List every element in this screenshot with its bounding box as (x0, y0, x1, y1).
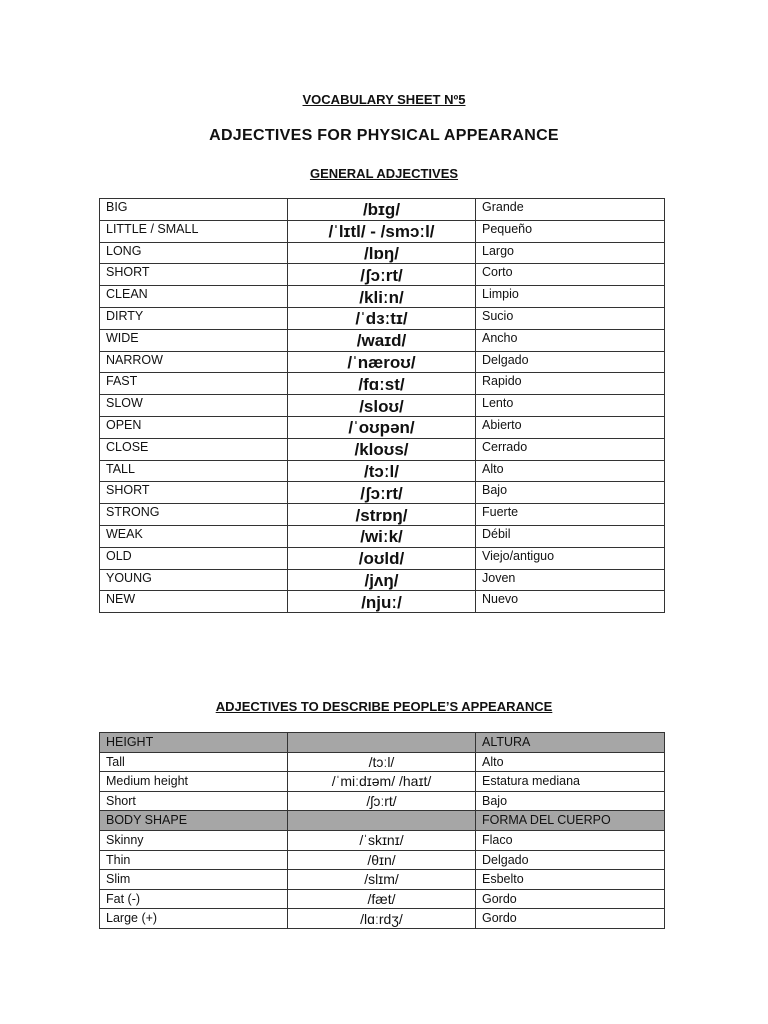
english-word-cell: Thin (100, 850, 288, 870)
spanish-translation-cell: Bajo (476, 482, 665, 504)
spanish-translation-cell: Nuevo (476, 591, 665, 613)
table-row (100, 199, 665, 221)
english-word-cell: CLEAN (100, 286, 288, 308)
spanish-translation-cell: Joven (476, 569, 665, 591)
sheet-title: VOCABULARY SHEET Nº5 (302, 92, 466, 107)
spanish-translation-cell: Gordo (476, 889, 665, 909)
english-word-cell: Large (+) (100, 909, 288, 929)
table-row (100, 460, 665, 482)
ipa-cell: /slɪm/ (288, 870, 476, 890)
table-row (100, 791, 665, 811)
table-row (100, 395, 665, 417)
ipa-cell: /lɒŋ/ (288, 242, 476, 264)
category-row (100, 733, 665, 753)
spanish-translation-cell: Delgado (476, 850, 665, 870)
english-word-cell: SLOW (100, 395, 288, 417)
english-word-cell: Fat (-) (100, 889, 288, 909)
ipa-cell: /ˈskɪnɪ/ (288, 830, 476, 850)
english-word-cell: SHORT (100, 482, 288, 504)
ipa-cell: /ˈoʊpən/ (288, 416, 476, 438)
table-row (100, 591, 665, 613)
spanish-translation-cell: Delgado (476, 351, 665, 373)
spanish-translation-cell: Fuerte (476, 504, 665, 526)
spanish-translation-cell: Lento (476, 395, 665, 417)
spanish-translation-cell: Cerrado (476, 438, 665, 460)
spanish-translation-cell: Flaco (476, 830, 665, 850)
english-word-cell: HEIGHT (100, 733, 288, 753)
spanish-translation-cell: Abierto (476, 416, 665, 438)
spanish-translation-cell: Esbelto (476, 870, 665, 890)
table-row (100, 850, 665, 870)
english-word-cell: NARROW (100, 351, 288, 373)
spanish-translation-cell: Rapido (476, 373, 665, 395)
english-word-cell: Slim (100, 870, 288, 890)
ipa-cell: /oʊld/ (288, 547, 476, 569)
table-row (100, 416, 665, 438)
general-adjectives-table (99, 198, 665, 613)
english-word-cell: YOUNG (100, 569, 288, 591)
ipa-cell: /sloʊ/ (288, 395, 476, 417)
ipa-cell: /ʃɔːrt/ (288, 791, 476, 811)
table-row (100, 772, 665, 792)
spanish-translation-cell: Grande (476, 199, 665, 221)
english-word-cell: CLOSE (100, 438, 288, 460)
english-word-cell: Skinny (100, 830, 288, 850)
ipa-cell: /ˈmiːdɪəm/ /haɪt/ (288, 772, 476, 792)
table-row (100, 438, 665, 460)
ipa-cell: /θɪn/ (288, 850, 476, 870)
table-row (100, 220, 665, 242)
table-row (100, 264, 665, 286)
ipa-cell: /kloʊs/ (288, 438, 476, 460)
spanish-translation-cell: Ancho (476, 329, 665, 351)
spanish-translation-cell: Gordo (476, 909, 665, 929)
ipa-cell: /tɔːl/ (288, 460, 476, 482)
table-row (100, 307, 665, 329)
spanish-translation-cell: Alto (476, 752, 665, 772)
english-word-cell: BODY SHAPE (100, 811, 288, 831)
ipa-cell: /ʃɔːrt/ (288, 264, 476, 286)
table-row (100, 870, 665, 890)
english-word-cell: OLD (100, 547, 288, 569)
ipa-cell: /tɔːl/ (288, 752, 476, 772)
english-word-cell: Short (100, 791, 288, 811)
table-row (100, 525, 665, 547)
table-row (100, 752, 665, 772)
ipa-cell: /ˈdɜːtɪ/ (288, 307, 476, 329)
english-word-cell: LONG (100, 242, 288, 264)
ipa-cell: /ˈnæroʊ/ (288, 351, 476, 373)
ipa-cell: /fæt/ (288, 889, 476, 909)
table-row (100, 373, 665, 395)
ipa-cell: /fɑːst/ (288, 373, 476, 395)
table-row (100, 909, 665, 929)
ipa-cell: /ˈlɪtl/ - /smɔːl/ (288, 220, 476, 242)
table-row (100, 547, 665, 569)
spanish-translation-cell: Largo (476, 242, 665, 264)
table-row (100, 242, 665, 264)
table-row (100, 482, 665, 504)
english-word-cell: OPEN (100, 416, 288, 438)
ipa-cell: /strɒŋ/ (288, 504, 476, 526)
section-title-people-appearance: ADJECTIVES TO DESCRIBE PEOPLE’S APPEARANCE (215, 699, 553, 714)
english-word-cell: DIRTY (100, 307, 288, 329)
ipa-cell: /jʌŋ/ (288, 569, 476, 591)
spanish-translation-cell: Corto (476, 264, 665, 286)
ipa-cell: /njuː/ (288, 591, 476, 613)
spanish-translation-cell: Bajo (476, 791, 665, 811)
english-word-cell: TALL (100, 460, 288, 482)
people-appearance-table (99, 732, 665, 929)
table-row (100, 830, 665, 850)
english-word-cell: WEAK (100, 525, 288, 547)
spanish-translation-cell: Viejo/antiguo (476, 547, 665, 569)
english-word-cell: WIDE (100, 329, 288, 351)
spanish-translation-cell: Pequeño (476, 220, 665, 242)
ipa-cell (288, 811, 476, 831)
english-word-cell: BIG (100, 199, 288, 221)
table-row (100, 504, 665, 526)
ipa-cell: /lɑːrdʒ/ (288, 909, 476, 929)
spanish-translation-cell: FORMA DEL CUERPO (476, 811, 665, 831)
page-title: ADJECTIVES FOR PHYSICAL APPEARANCE (209, 127, 559, 144)
english-word-cell: SHORT (100, 264, 288, 286)
ipa-cell: /wiːk/ (288, 525, 476, 547)
ipa-cell: /kliːn/ (288, 286, 476, 308)
spanish-translation-cell: Alto (476, 460, 665, 482)
english-word-cell: STRONG (100, 504, 288, 526)
general-adjectives-body (100, 199, 665, 613)
table-row (100, 286, 665, 308)
english-word-cell: LITTLE / SMALL (100, 220, 288, 242)
table-row (100, 329, 665, 351)
table-row (100, 351, 665, 373)
spanish-translation-cell: Limpio (476, 286, 665, 308)
english-word-cell: Medium height (100, 772, 288, 792)
ipa-cell: /waɪd/ (288, 329, 476, 351)
ipa-cell (288, 733, 476, 753)
spanish-translation-cell: Débil (476, 525, 665, 547)
spanish-translation-cell: Sucio (476, 307, 665, 329)
section-title-general-adjectives: GENERAL ADJECTIVES (309, 166, 459, 181)
ipa-cell: /bɪɡ/ (288, 199, 476, 221)
table-row (100, 889, 665, 909)
ipa-cell: /ʃɔːrt/ (288, 482, 476, 504)
spanish-translation-cell: Estatura mediana (476, 772, 665, 792)
table-row (100, 569, 665, 591)
spanish-translation-cell: ALTURA (476, 733, 665, 753)
category-row (100, 811, 665, 831)
people-appearance-body (100, 733, 665, 929)
english-word-cell: Tall (100, 752, 288, 772)
english-word-cell: NEW (100, 591, 288, 613)
english-word-cell: FAST (100, 373, 288, 395)
